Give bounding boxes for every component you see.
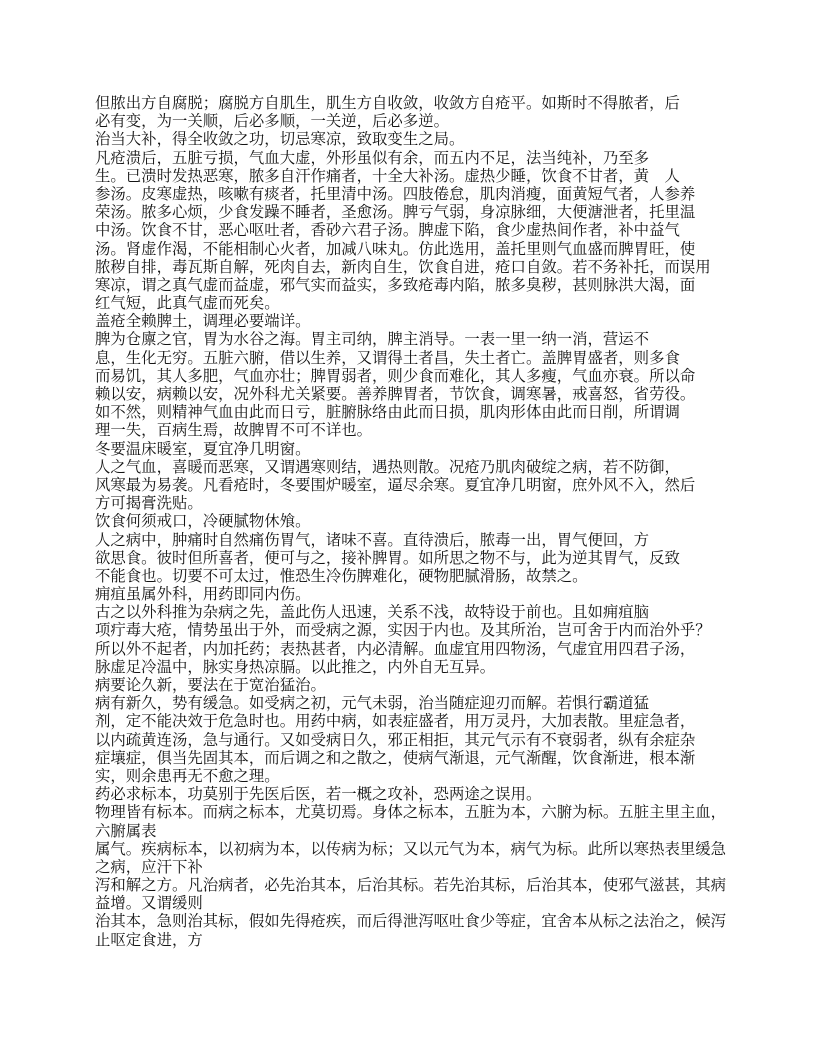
- text-line: 盖疮全赖脾土，调理必要端详。: [95, 312, 311, 331]
- text-line: 冬要温床暖室，夏宜净几明窗。: [95, 439, 311, 458]
- text-line: 病要论久新，要法在于宽治猛治。: [95, 676, 326, 694]
- text-line: 痈疽虽属外科，用药即同内伤。: [95, 585, 311, 604]
- text-line: 汤。肾虚作渴，不能相制心火者，加减八味丸。仿此选用，盖托里则气血盛而脾胃旺，使: [95, 239, 696, 258]
- text-line: 欲思食。彼时但所喜者，便可与之，接补脾胃。如所思之物不与，此为逆其胃气，反致: [95, 548, 680, 567]
- text-line: 治当大补，得全收敛之功，切忌寒凉，致取变生之局。: [95, 130, 465, 149]
- text-line: 泻和解之方。凡治病者，必先治其本，后治其标。若先治其标，后治其本，使邪气滋甚，其病: [95, 876, 727, 895]
- text-line: 实，则余患再无不愈之理。: [95, 766, 280, 785]
- text-line: 以内疏黄连汤，急与通行。又如受病日久，邪正相拒，其元气示有不衰弱者，纵有余症杂: [95, 730, 696, 749]
- text-line: 益增。又谓缓则: [95, 894, 203, 913]
- text-line: 脓秽自排，毒瓦斯自解，死肉自去，新肉自生，饮食自进，疮口自敛。若不务补托，而误用: [95, 257, 711, 276]
- text-line: 荣汤。脓多心烦，少食发躁不睡者，圣愈汤。脾亏气弱，身凉脉细，大便溏泄者，托里温: [95, 203, 696, 222]
- text-line: 如不然，则精神气血由此而日亏，脏腑脉络由此而日损，肌肉形体由此而日削，所谓调: [95, 403, 680, 422]
- text-line: 脉虚足冷温中，脉实身热凉膈。以此推之，内外自无互异。: [95, 657, 496, 676]
- text-line: 红气短，此真气虚而死矣。: [95, 294, 280, 313]
- text-line: 剂，定不能决效于危急时也。用药中病，如表症盛者，用万灵丹，大加表散。里症急者，: [95, 712, 696, 731]
- text-line: 症壤症，俱当先固其本，而后调之和之散之，使病气渐退，元气渐醒，饮食渐进，根本渐: [95, 748, 696, 767]
- text-line: 六腑属表: [95, 821, 157, 840]
- text-line: 方可揭膏洗贴。: [95, 494, 203, 513]
- text-line: 饮食何须戒口，冷硬腻物休飧。: [95, 512, 311, 531]
- text-line: 息，生化无穷。五脏六腑，借以生养，又谓得土者昌，失土者亡。盖脾胃盛者，则多食: [95, 348, 680, 367]
- text-line: 必有变，为一关顺，后必多顺，一关逆，后必多逆。: [95, 112, 449, 131]
- text-body: [95, 94, 775, 949]
- text-line: 人之气血，喜暖而恶寒，又谓遇寒则结，遇热则散。况疮乃肌肉破绽之病，若不防御，: [95, 457, 680, 476]
- text-line: 之病，应汗下补: [95, 857, 203, 876]
- text-line: 而易饥，其人多肥，气血亦壮；脾胃弱者，则少食而难化，其人多瘦，气血亦衰。所以命: [95, 366, 696, 385]
- text-line: 参汤。皮寒虚热，咳嗽有痰者，托里清中汤。四肢倦怠，肌肉消瘦，面黄短气者，人参养: [95, 184, 696, 203]
- text-line: 项疔毒大疮，情势虽出于外，而受病之源，实因于内也。及其所治，岂可舍于内而治外乎？: [95, 621, 711, 640]
- text-line: 不能食也。切要不可太过，惟恐生冷伤脾难化，硬物肥腻滑肠，故禁之。: [95, 566, 588, 585]
- text-line: 古之以外科推为杂病之先，盖此伤人迅速，关系不浅，故特设于前也。且如痈疽脑: [95, 603, 650, 622]
- text-line: 但脓出方自腐脱；腐脱方自肌生，肌生方自收敛，收敛方自疮平。如斯时不得脓者，后: [95, 94, 680, 112]
- text-line: 药必求标本，功莫别于先医后医，若一概之攻补，恐两途之误用。: [95, 785, 542, 804]
- text-line: 物理皆有标本。而病之标本，尤莫切焉。身体之标本，五脏为本，六腑为标。五脏主里主血，: [95, 803, 727, 822]
- text-line: 人之病中，肿痛时自然痛伤胃气，诸味不喜。直待溃后，脓毒一出，胃气便回，方: [95, 530, 650, 549]
- text-line: 生。已溃时发热恶寒，脓多自汗作痛者，十全大补汤。虚热少睡，饮食不甘者，黄 人: [95, 166, 680, 185]
- text-line: 中汤。饮食不甘，恶心呕吐者，香砂六君子汤。脾虚下陷，食少虚热间作者，补中益气: [95, 221, 680, 240]
- text-line: 凡疮溃后，五脏亏损，气血大虚，外形虽似有余，而五内不足，法当纯补，乃至多: [95, 148, 650, 167]
- text-line: 寒凉，谓之真气虚而益虚，邪气实而益实，多致疮毒内陷，脓多臭秽，甚则脉洪大渴，面: [95, 275, 696, 294]
- text-line: 止呕定食进，方: [95, 930, 203, 949]
- text-line: 理一失，百病生焉，故脾胃不可不详也。: [95, 421, 373, 440]
- text-line: 病有新久，势有缓急。如受病之初，元气未弱，治当随症迎刃而解。若惧行霸道猛: [95, 694, 650, 713]
- text-line: 治其本，急则治其标，假如先得疮疾，而后得泄泻呕吐食少等症，宜舍本从标之法治之，候泻: [95, 912, 727, 931]
- text-line: 所以外不起者，内加托药；表热甚者，内必清解。血虚宜用四物汤，气虚宜用四君子汤，: [95, 639, 696, 658]
- text-line: 属气。疾病标本，以初病为本，以传病为标；又以元气为本，病气为标。此所以寒热表里缓急: [95, 839, 727, 858]
- text-line: 风寒最为易袭。凡看疮时，冬要围炉暖室，逼尽余寒。夏宜净几明窗，庶外风不入，然后: [95, 475, 696, 494]
- text-line: 脾为仓廪之官，胃为水谷之海。胃主司纳，脾主消导。一表一里一纳一消，营运不: [95, 330, 650, 349]
- text-line: 赖以安，病赖以安，况外科尤关紧要。善养脾胃者，节饮食，调寒暑，戒喜怒，省劳役。: [95, 385, 696, 403]
